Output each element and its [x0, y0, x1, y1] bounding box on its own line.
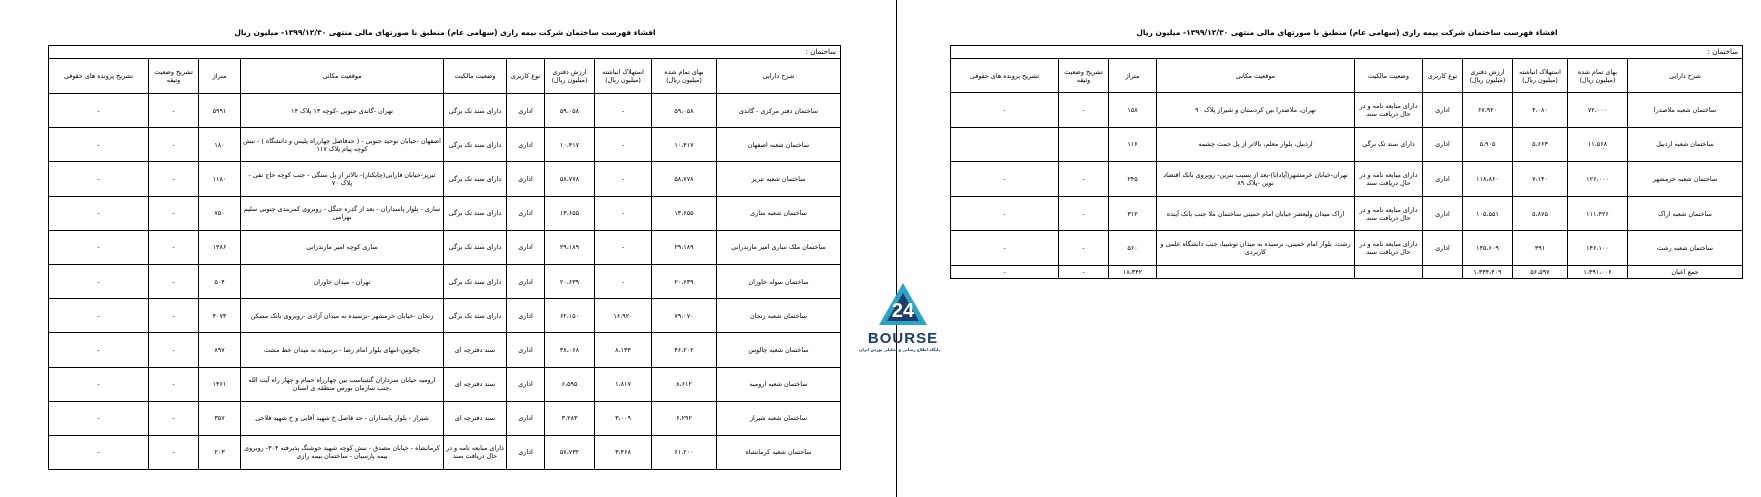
table-cell: ۵۷،۷۳۲ — [545, 435, 595, 469]
table-cell: کرمانشاه - خیابان مصدق - نبش کوچه شهید حوشنگ پذیرفته ۳۰۴- روبروی بیمه پارسیان - ساختمان بیمه رازی — [241, 435, 444, 469]
table-cell: ۱۱۸،۸۶۰ — [1463, 162, 1513, 197]
page-divider — [896, 0, 897, 497]
table-cell: - — [49, 230, 149, 264]
document-page-right — [951, 28, 1743, 279]
table-cell: ۳۸،۰۶۸ — [545, 333, 595, 367]
total-collateral: - — [1059, 265, 1109, 278]
logo-subtitle: پایگاه اطلاع رسانی و تحلیلی بورس ایران — [858, 347, 940, 352]
table-cell: - — [49, 264, 149, 298]
table-cell: - — [1059, 231, 1109, 266]
table-cell: ۴۹۱ — [1513, 231, 1568, 266]
table-cell: دارای سند تک برگی — [444, 94, 507, 128]
header-cell: موقعیت مکانی — [1157, 59, 1355, 93]
table-cell: - — [149, 401, 199, 435]
header-cell: تشریح وضعیت وثیقه — [1059, 59, 1109, 93]
table-cell: ۸،۱۳۴ — [595, 333, 652, 367]
table-cell: ۴۶،۲۰۲ — [652, 333, 717, 367]
table-cell: - — [149, 230, 199, 264]
table-cell: اداری — [1423, 93, 1463, 128]
table-cell: ۵۸،۷۷۸ — [652, 162, 717, 196]
table-cell: ساری کوچه امیر مازندرانی — [241, 230, 444, 264]
table-cell: اداری — [1423, 162, 1463, 197]
buildings-table — [48, 45, 841, 470]
header-cell: وضعیت مالکیت — [1355, 59, 1423, 93]
table-cell: دارای سند تک برگی — [444, 128, 507, 162]
table-row — [951, 93, 1743, 128]
table-cell: - — [149, 94, 199, 128]
table-row — [951, 196, 1743, 231]
table-cell: دارای سند تک برگی — [444, 264, 507, 298]
total-book-value: ۱،۳۳۴،۴۰۹ — [1463, 265, 1513, 278]
section-label: ساختمان : — [951, 46, 1743, 59]
table-row — [49, 162, 841, 196]
table-cell: ۱۳۸۶ — [199, 230, 241, 264]
logo-wordmark: BOURSE — [867, 330, 939, 347]
table-cell: - — [149, 196, 199, 230]
empty-cell — [1157, 265, 1355, 278]
table-cell: تهران، ملاصدرا بین کردستان و شیراز پلاک ۹۰ — [1157, 93, 1355, 128]
table-cell: ساختمان شعبه کرمانشاه — [717, 435, 841, 469]
table-cell: ۵۹۹۱ — [199, 94, 241, 128]
table-cell: - — [951, 162, 1059, 197]
table-cell: - — [951, 93, 1059, 128]
table-cell: ۱۳،۶۵۵ — [652, 196, 717, 230]
table-cell: ۲۰۳ — [199, 435, 241, 469]
table-cell: ۲۰،۶۳۹ — [652, 264, 717, 298]
header-cell: ارزش دفتری (میلیون ریال) — [545, 59, 595, 94]
table-cell: ۳،۲۸۳ — [545, 401, 595, 435]
table-cell: تهران - میدان خاوران — [241, 264, 444, 298]
total-depreciation: ۵۶،۵۹۷ — [1513, 265, 1568, 278]
total-legal: - — [951, 265, 1059, 278]
table-cell: اداری — [507, 435, 545, 469]
table-cell: ۵۶۰ — [1109, 231, 1157, 266]
header-cell: تشریح وضعیت وثیقه — [149, 59, 199, 94]
table-cell: دارای سند تک برگی — [1355, 127, 1423, 162]
table-cell: ساختمان شعبه رشت — [1628, 231, 1743, 266]
table-cell: رشت، بلوار امام خمینی، نرسیده به میدان توشیبا، جنب دانشگاه علمی و کاربردی — [1157, 231, 1355, 266]
table-cell: ۵۰۴ — [199, 264, 241, 298]
document-title: افشاء فهرست ساختمان شرکت بیمه رازی (سهامی عام) منطبق با صورتهای مالی منتهی ۱۳۹۹/۱۲/۳۰- میلیون ریال — [234, 28, 656, 37]
header-cell: شرح دارایی — [717, 59, 841, 94]
table-cell: زنجان -خیابان خرمشهر -نرسیده به میدان آزادی -روبروی بانک مسکن — [241, 299, 444, 333]
table-cell: اداری — [507, 162, 545, 196]
header-cell: متراژ — [1109, 59, 1157, 93]
table-row — [49, 264, 841, 298]
table-cell: ساختمان ملک ساری امیر مازندرانی — [717, 230, 841, 264]
table-cell: ۵،۶۶۳ — [1513, 127, 1568, 162]
table-cell: - — [149, 162, 199, 196]
table-cell: تبریز-خیابان فارابی(چایکنار)- بالاتر از پل سنگی - جنب کوچه حاج تقی - پلاک ۷۰ — [241, 162, 444, 196]
table-cell: - — [1059, 162, 1109, 197]
header-cell: ارزش دفتری (میلیون ریال) — [1463, 59, 1513, 93]
table-cell: ساختمان دفتر مرکزی - گاندی — [717, 94, 841, 128]
table-cell: ساختمان شعبه خرمشهر — [1628, 162, 1743, 197]
table-cell: ساختمان شعبه ساری — [717, 196, 841, 230]
table-cell: اداری — [507, 333, 545, 367]
table-cell: اداری — [507, 230, 545, 264]
table-row — [951, 162, 1743, 197]
header-cell: بهای تمام شده (میلیون ریال) — [652, 59, 717, 94]
table-cell: اداری — [507, 196, 545, 230]
table-cell: - — [595, 230, 652, 264]
table-cell: دارای مبایعه نامه و در حال دریافت سند — [1355, 93, 1423, 128]
empty-cell — [1423, 265, 1463, 278]
table-cell: ساختمان شعبه ملاصدرا — [1628, 93, 1743, 128]
table-row — [49, 128, 841, 162]
table-cell: - — [49, 128, 149, 162]
table-cell: ۱۱،۵۶۸ — [1568, 127, 1628, 162]
table-cell: - — [49, 299, 149, 333]
table-cell: - — [49, 333, 149, 367]
table-cell: ۱۱۱،۴۲۶ — [1568, 196, 1628, 231]
buildings-table — [950, 45, 1743, 279]
table-cell: ۱۰،۴۱۷ — [652, 128, 717, 162]
header-cell: وضعیت مالکیت — [444, 59, 507, 94]
table-cell: ۱۱۶ — [1109, 127, 1157, 162]
table-row — [49, 299, 841, 333]
header-cell: بهای تمام شده (میلیون ریال) — [1568, 59, 1628, 93]
table-cell: دارای مبایعه نامه و در حال دریافت سند — [444, 435, 507, 469]
table-cell: اداری — [1423, 196, 1463, 231]
table-cell: اداری — [507, 367, 545, 401]
header-cell: شرح دارایی — [1628, 59, 1743, 93]
table-cell: تهران -گاندی جنوبی -کوچه ۱۳ پلاک ۱۴ — [241, 94, 444, 128]
table-cell: ساختمان سوله خاوران — [717, 264, 841, 298]
total-area: ۱۸،۳۴۲ — [1109, 265, 1157, 278]
table-cell: ۸۹۷ — [199, 333, 241, 367]
table-cell: ۱۰،۴۱۷ — [545, 128, 595, 162]
table-cell: ۷۹،۰۷۰ — [652, 299, 717, 333]
table-cell: اراک میدان ولیعصر خیابان امام خمینی ساختمان ملا جنب بانک آینده — [1157, 196, 1355, 231]
table-cell: ۱۶،۹۲۰ — [595, 299, 652, 333]
table-cell: ۱۲۶،۰۰۰ — [1568, 162, 1628, 197]
table-cell: ۸،۶۱۲ — [652, 367, 717, 401]
table-cell: اداری — [507, 264, 545, 298]
table-cell: سند دفترچه ای — [444, 333, 507, 367]
table-row — [951, 127, 1743, 162]
table-cell: - — [595, 162, 652, 196]
table-cell: ۶۲،۱۵۰ — [545, 299, 595, 333]
table-cell: ساختمان شعبه چالوس — [717, 333, 841, 367]
table-row — [49, 333, 841, 367]
table-cell: تهران-خیابان خرمشهر(آپادانا)-بعد از بسیب بنزین- روبروی بانک اقتصاد نوین -پلاک ۸۹ — [1157, 162, 1355, 197]
header-cell: موقعیت مکانی — [241, 59, 444, 94]
header-cell: استهلاک انباشته (میلیون ریال) — [595, 59, 652, 94]
header-cell: استهلاک انباشته (میلیون ریال) — [1513, 59, 1568, 93]
table-cell: - — [595, 264, 652, 298]
table-cell: ۲۹،۱۸۹ — [652, 230, 717, 264]
table-cell: ساختمان شعبه اصفهان — [717, 128, 841, 162]
table-cell: - — [49, 401, 149, 435]
table-cell: دارای سند تک برگی — [444, 230, 507, 264]
table-body — [951, 93, 1743, 266]
table-body — [49, 94, 841, 470]
table-cell: ۴،۰۸۰ — [1513, 93, 1568, 128]
table-cell: دارای مبایعه نامه و در حال دریافت سند — [1355, 231, 1423, 266]
table-cell: - — [1059, 93, 1109, 128]
table-cell: اداری — [1423, 231, 1463, 266]
table-row — [49, 435, 841, 469]
table-cell: ۲۹،۱۸۹ — [545, 230, 595, 264]
table-cell: - — [149, 367, 199, 401]
table-cell: اداری — [507, 401, 545, 435]
logo-mark-icon — [877, 281, 929, 329]
table-row — [49, 94, 841, 128]
table-cell: اداری — [507, 128, 545, 162]
document-page-left — [49, 28, 841, 470]
table-cell: ۱۳،۶۵۵ — [545, 196, 595, 230]
table-cell: ۴۰۷۴ — [199, 299, 241, 333]
table-cell: دارای مبایعه نامه و در حال دریافت سند — [1355, 196, 1423, 231]
table-cell: - — [595, 196, 652, 230]
table-cell: - — [1059, 196, 1109, 231]
table-cell: - — [149, 264, 199, 298]
table-cell: ساختمان شعبه اردبیل — [1628, 127, 1743, 162]
table-cell: ۱۴۵،۶۰۹ — [1463, 231, 1513, 266]
table-cell: - — [149, 333, 199, 367]
total-cost: ۱،۳۹۱،۰۰۶ — [1568, 265, 1628, 278]
table-cell: ۱۸۰ — [199, 128, 241, 162]
header-cell: نوع کاربری — [1423, 59, 1463, 93]
header-cell: تشریح پرونده های حقوقی — [49, 59, 149, 94]
table-cell: - — [49, 196, 149, 230]
table-cell: ۲۴۵ — [1109, 162, 1157, 197]
table-cell: - — [149, 299, 199, 333]
table-cell: - — [49, 367, 149, 401]
table-cell: اصفهان -خیابان توحید جنوبی - ( حدفاصل چهارراه پلیس و دانشگاه ) - نبش کوچه پیام پلاک ۱۱۷ — [241, 128, 444, 162]
table-cell: دارای مبایعه نامه و در حال دریافت سند — [1355, 162, 1423, 197]
table-cell: - — [951, 196, 1059, 231]
table-cell: ساختمان شعبه اراک — [1628, 196, 1743, 231]
document-title: افشاء فهرست ساختمان شرکت بیمه رازی (سهامی عام) منطبق با صورتهای مالی منتهی ۱۳۹۹/۱۲/۳۰- میلیون ریال — [1136, 28, 1558, 37]
table-cell: ۳۱۲ — [1109, 196, 1157, 231]
table-cell: اداری — [507, 94, 545, 128]
table-cell: ۳،۴۶۸ — [595, 435, 652, 469]
table-cell: ۱۱۸۰ — [199, 162, 241, 196]
table-cell: ۱،۸۱۷ — [595, 367, 652, 401]
table-cell: دارای سند تک برگی — [444, 196, 507, 230]
table-cell: ۷۲،۰۰۰ — [1568, 93, 1628, 128]
table-cell: شیراز - بلوار پاسداران - حد فاصل خ شهید آقایی و خ شهید فلاحی — [241, 401, 444, 435]
table-cell: ساختمان شعبه ارومیه — [717, 367, 841, 401]
header-cell: متراژ — [199, 59, 241, 94]
table-cell: سند دفترچه ای — [444, 367, 507, 401]
table-cell: دارای سند تک برگی — [444, 299, 507, 333]
table-cell: چالوس-انتهای بلوار امام رضا - نرسیده به میدان خط مشت — [241, 333, 444, 367]
table-cell: ۶۷،۹۲۰ — [1463, 93, 1513, 128]
table-cell: ساختمان شعبه زنجان — [717, 299, 841, 333]
table-cell: سند دفترچه ای — [444, 401, 507, 435]
table-cell — [1059, 127, 1109, 162]
table-cell: ۶،۵۹۵ — [545, 367, 595, 401]
table-row — [951, 231, 1743, 266]
total-row — [951, 265, 1743, 278]
table-cell: ارومیه خیابان سرداران گشتاسب بین چهارراه حمام و چهار راه آیت الله ،جنب سازمان بورس منطقه ی استان — [241, 367, 444, 401]
table-cell: ۲۰،۶۳۹ — [545, 264, 595, 298]
table-cell: ۵،۹۰۵ — [1463, 127, 1513, 162]
table-cell: - — [951, 231, 1059, 266]
table-cell: ۱۴۶،۱۰۰ — [1568, 231, 1628, 266]
table-cell: اردبیل، بلوار معلم، بالاتر از پل حمت چشمه — [1157, 127, 1355, 162]
table-row — [49, 401, 841, 435]
table-cell: ۶۱،۲۰۰ — [652, 435, 717, 469]
svg-text:24: 24 — [891, 300, 915, 322]
table-cell: ۵۸،۷۷۸ — [545, 162, 595, 196]
table-cell: ۵۹،۰۵۸ — [545, 94, 595, 128]
table-cell: - — [49, 94, 149, 128]
table-cell: ۳،۰۰۹ — [595, 401, 652, 435]
table-cell: ۵،۸۷۵ — [1513, 196, 1568, 231]
section-label: ساختمان : — [49, 46, 841, 59]
table-row — [49, 196, 841, 230]
table-row — [49, 230, 841, 264]
table-cell: اداری — [1423, 127, 1463, 162]
table-row — [49, 367, 841, 401]
table-cell: ساختمان شعبه شیراز — [717, 401, 841, 435]
table-cell: - — [595, 94, 652, 128]
table-cell: ۱۰۵،۵۵۱ — [1463, 196, 1513, 231]
table-cell: ۱۵۸ — [1109, 93, 1157, 128]
table-cell: ۱۴۶۱ — [199, 367, 241, 401]
total-label: جمع اعیان — [1628, 265, 1743, 278]
table-cell: دارای سند تک برگی — [444, 162, 507, 196]
table-cell: - — [49, 162, 149, 196]
table-cell: - — [595, 128, 652, 162]
table-cell: - — [149, 128, 199, 162]
table-cell: ۵۹،۰۵۸ — [652, 94, 717, 128]
table-cell: ۷،۱۴۰ — [1513, 162, 1568, 197]
table-cell: ۶،۲۹۲ — [652, 401, 717, 435]
table-cell: ساختمان شعبه تبریز — [717, 162, 841, 196]
table-cell: - — [49, 435, 149, 469]
table-cell: ۷۵۰ — [199, 196, 241, 230]
table-cell: ۳۵۷ — [199, 401, 241, 435]
table-cell: اداری — [507, 299, 545, 333]
table-cell: ساری - بلوار پاسداران - بعد از گذره جنگل - روبروی کمربندی جنوبی سلیم بهرامی — [241, 196, 444, 230]
header-cell: تشریح پرونده های حقوقی — [951, 59, 1059, 93]
table-cell: - — [149, 435, 199, 469]
header-cell: نوع کاربری — [507, 59, 545, 94]
empty-cell — [1355, 265, 1423, 278]
bourse-logo — [858, 281, 940, 352]
table-cell — [951, 127, 1059, 162]
